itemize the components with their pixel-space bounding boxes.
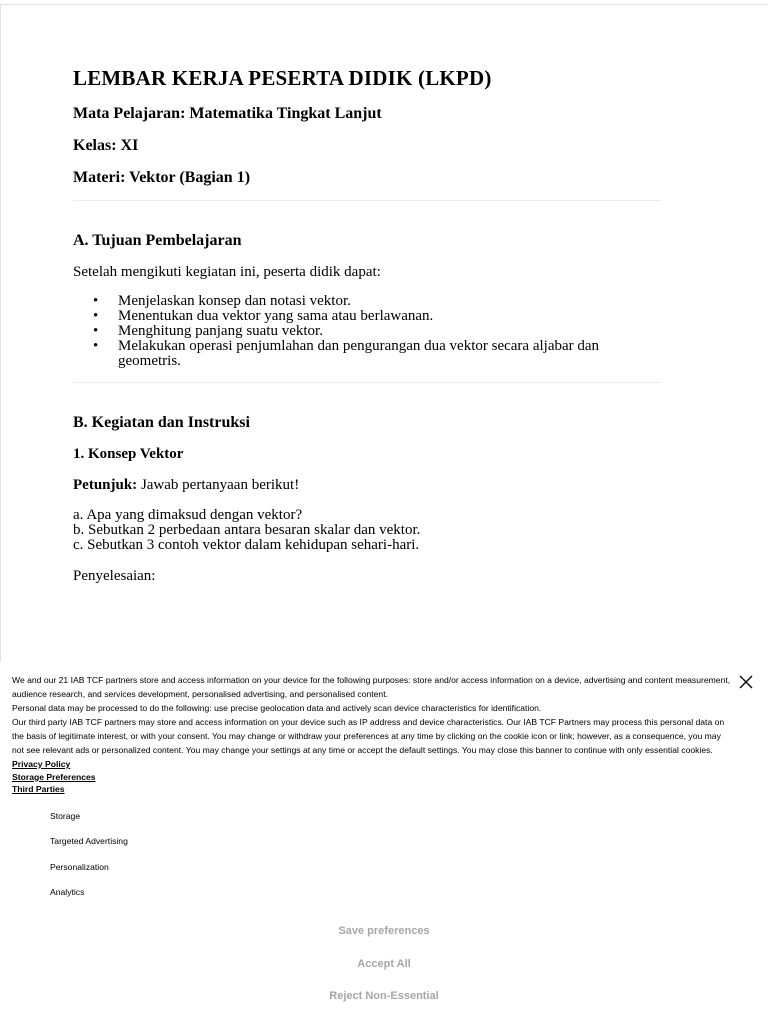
cookie-consent-banner: [0, 662, 768, 1024]
pref-item-targeted-advertising[interactable]: Targeted Advertising: [50, 836, 128, 846]
divider: [73, 382, 661, 383]
instruction-label: Petunjuk:: [73, 477, 138, 493]
section-b-subheading: 1. Konsep Vektor: [73, 446, 184, 462]
close-icon: [738, 674, 754, 690]
question-item: b. Sebutkan 2 perbedaan antara besaran skalar dan vektor.: [73, 522, 421, 538]
section-a-intro: Setelah mengikuti kegiatan ini, peserta didik dapat:: [73, 264, 381, 280]
storage-preferences-link[interactable]: Storage Preferences: [12, 772, 96, 782]
pref-item-storage[interactable]: Storage: [50, 811, 81, 821]
objective-text: Melakukan operasi penjumlahan dan pengurangan dua vektor secara aljabar dan geometris.: [118, 338, 600, 369]
bullet: •: [93, 308, 99, 324]
worksheet-document: [73, 66, 663, 584]
section-a-heading: A. Tujuan Pembelajaran: [73, 232, 242, 249]
consent-text: [12, 673, 732, 771]
consent-paragraph: We and our 21 IAB TCF partners store and access information on your device for the following purposes: store and/or access information on a device, advertising and content measurement, audience research, and services development, personalised advertising, and personalised content.: [12, 675, 731, 699]
class-line: Kelas: XI: [73, 137, 139, 154]
close-button[interactable]: [738, 674, 754, 690]
third-parties-link[interactable]: Third Parties: [12, 784, 65, 794]
solution-label: Penyelesaian:: [73, 568, 156, 584]
question-item: c. Sebutkan 3 contoh vektor dalam kehidupan sehari-hari.: [73, 537, 420, 553]
objective-text: Menjelaskan konsep dan notasi vektor.: [118, 293, 351, 309]
objectives-list: [73, 294, 663, 369]
pref-item-analytics[interactable]: Analytics: [50, 887, 85, 897]
list-item: [93, 309, 663, 324]
accept-all-button[interactable]: Accept All: [357, 958, 411, 970]
objective-text: Menentukan dua vektor yang sama atau berlawanan.: [118, 308, 434, 324]
bullet: •: [93, 338, 99, 354]
pref-item-personalization[interactable]: Personalization: [50, 862, 109, 872]
document-title: LEMBAR KERJA PESERTA DIDIK (LKPD): [73, 66, 492, 90]
instruction-text: Jawab pertanyaan berikut!: [137, 477, 300, 493]
material-line: Materi: Vektor (Bagian 1): [73, 169, 251, 186]
list-item: [93, 324, 663, 339]
list-item: [93, 339, 663, 369]
objective-text: Menghitung panjang suatu vektor.: [118, 323, 323, 339]
consent-paragraph: Personal data may be processed to do the following: use precise geolocation data and actively scan device characteristics for identification.: [12, 703, 542, 713]
consent-paragraph: [12, 715, 732, 771]
consent-paragraph-text: Our third party IAB TCF partners may store and access information on your device such as IP address and device characteristics. Our IAB TCF Partners may process this personal data on the basis of legitimate interest, or with your consent. You may change or withdraw your preferences at any time by clicking on the cookie icon or link; however, as a consequence, you may not see relevant ads or personalized content. You may change your settings at any time or accept the default settings. You may close this banner to continue with only essential cookies.: [12, 717, 725, 755]
list-item: [93, 294, 663, 309]
question-item: a. Apa yang dimaksud dengan vektor?: [73, 507, 303, 523]
bullet: •: [93, 323, 99, 339]
bullet: •: [93, 293, 99, 309]
divider: [73, 200, 661, 201]
privacy-policy-link[interactable]: Privacy Policy: [12, 759, 71, 769]
section-b-heading: B. Kegiatan dan Instruksi: [73, 414, 250, 431]
save-preferences-button[interactable]: Save preferences: [338, 925, 430, 937]
question-list: [73, 508, 663, 553]
reject-non-essential-button[interactable]: Reject Non-Essential: [329, 990, 439, 1002]
subject-line: Mata Pelajaran: Matematika Tingkat Lanjut: [73, 105, 382, 122]
instruction-line: [73, 477, 663, 493]
